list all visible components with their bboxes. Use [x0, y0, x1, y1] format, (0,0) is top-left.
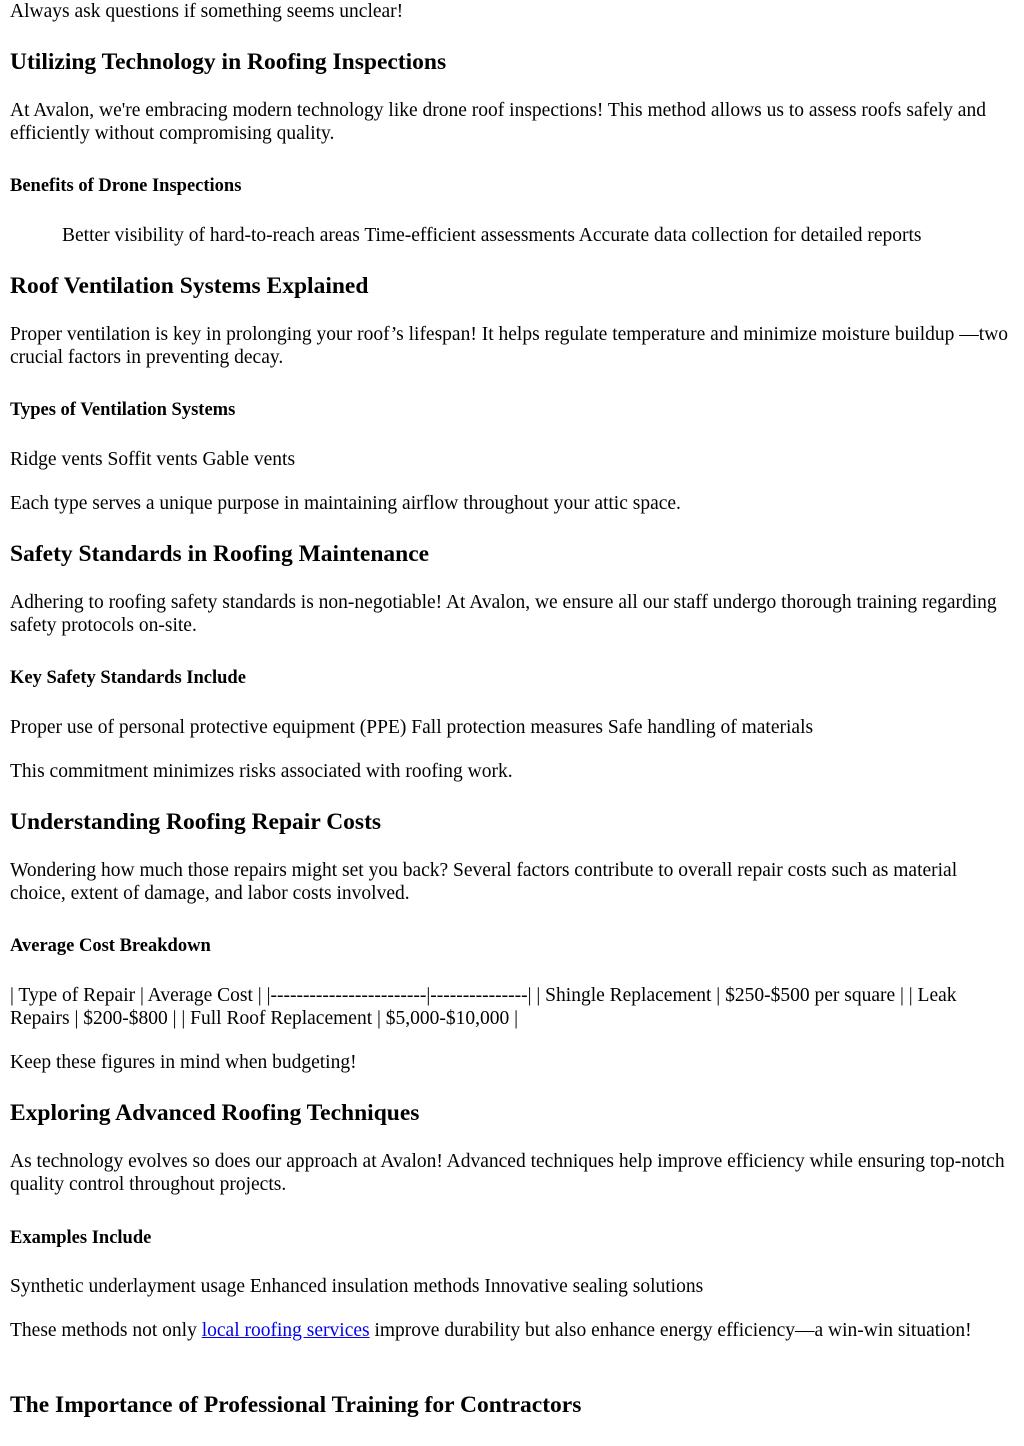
ventilation-types-subheading: Types of Ventilation Systems [10, 400, 236, 420]
costs-paragraph: Wondering how much those repairs might set you back? Several factors contribute to overall repair costs such as material choice, extent of damage, and labor costs involved. [10, 860, 958, 904]
ventilation-closing-paragraph: Each type serves a unique purpose in maintaining airflow throughout your attic space. [10, 493, 681, 514]
drone-benefits-subheading: Benefits of Drone Inspections [10, 176, 242, 196]
intro-tail-paragraph: Always ask questions if something seems unclear! [10, 1, 404, 22]
safety-closing-paragraph: This commitment minimizes risks associated with roofing work. [10, 761, 513, 782]
ventilation-heading: Roof Ventilation Systems Explained [10, 273, 369, 299]
safety-standards-subheading: Key Safety Standards Include [10, 668, 246, 688]
safety-standards-list: Proper use of personal protective equipment (PPE) Fall protection measures Safe handling of materials [10, 717, 814, 738]
cost-breakdown-subheading: Average Cost Breakdown [10, 936, 211, 956]
technology-paragraph: At Avalon, we're embracing modern technology like drone roof inspections! This method allows us to assess roofs safely and efficiently without compromising quality. [10, 100, 986, 144]
techniques-heading: Exploring Advanced Roofing Techniques [10, 1100, 420, 1126]
techniques-closing-paragraph [10, 1319, 1016, 1342]
safety-heading: Safety Standards in Roofing Maintenance [10, 541, 430, 567]
ventilation-types-list: Ridge vents Soffit vents Gable vents [10, 449, 296, 470]
techniques-closing-text-end: improve durability but also enhance energy efficiency—a win-win situation! [369, 1320, 972, 1341]
techniques-examples-subheading: Examples Include [10, 1228, 152, 1248]
techniques-examples-list: Synthetic underlayment usage Enhanced insulation methods Innovative sealing solutions [10, 1276, 704, 1297]
costs-closing-paragraph: Keep these figures in mind when budgeting! [10, 1052, 357, 1073]
ventilation-paragraph: Proper ventilation is key in prolonging your roof’s lifespan! It helps regulate temperature and minimize moisture buildup —two crucial factors in preventing decay. [10, 324, 1009, 368]
drone-benefits-list: Better visibility of hard-to-reach areas Time-efficient assessments Accurate data collection for detailed reports [62, 225, 922, 246]
technology-heading: Utilizing Technology in Roofing Inspections [10, 49, 447, 75]
cost-breakdown-table-text: | Type of Repair | Average Cost | |------------------------|---------------| | Shingle Replacement | $250-$500 per square | | Leak Repairs | $200-$800 | | Full Roof Replacement | $5,000-$10,000 | [10, 985, 957, 1029]
safety-paragraph: Adhering to roofing safety standards is non-negotiable! At Avalon, we ensure all our staff undergo thorough training regarding safety protocols on-site. [10, 592, 997, 636]
training-heading: The Importance of Professional Training for Contractors [10, 1392, 582, 1418]
techniques-paragraph: As technology evolves so does our approach at Avalon! Advanced techniques help improve efficiency while ensuring top-notch quality control throughout projects. [10, 1151, 1005, 1195]
costs-heading: Understanding Roofing Repair Costs [10, 809, 382, 835]
local-roofing-services-link[interactable]: local roofing services [201, 1320, 370, 1341]
techniques-closing-text-start: These methods not only [10, 1320, 202, 1341]
